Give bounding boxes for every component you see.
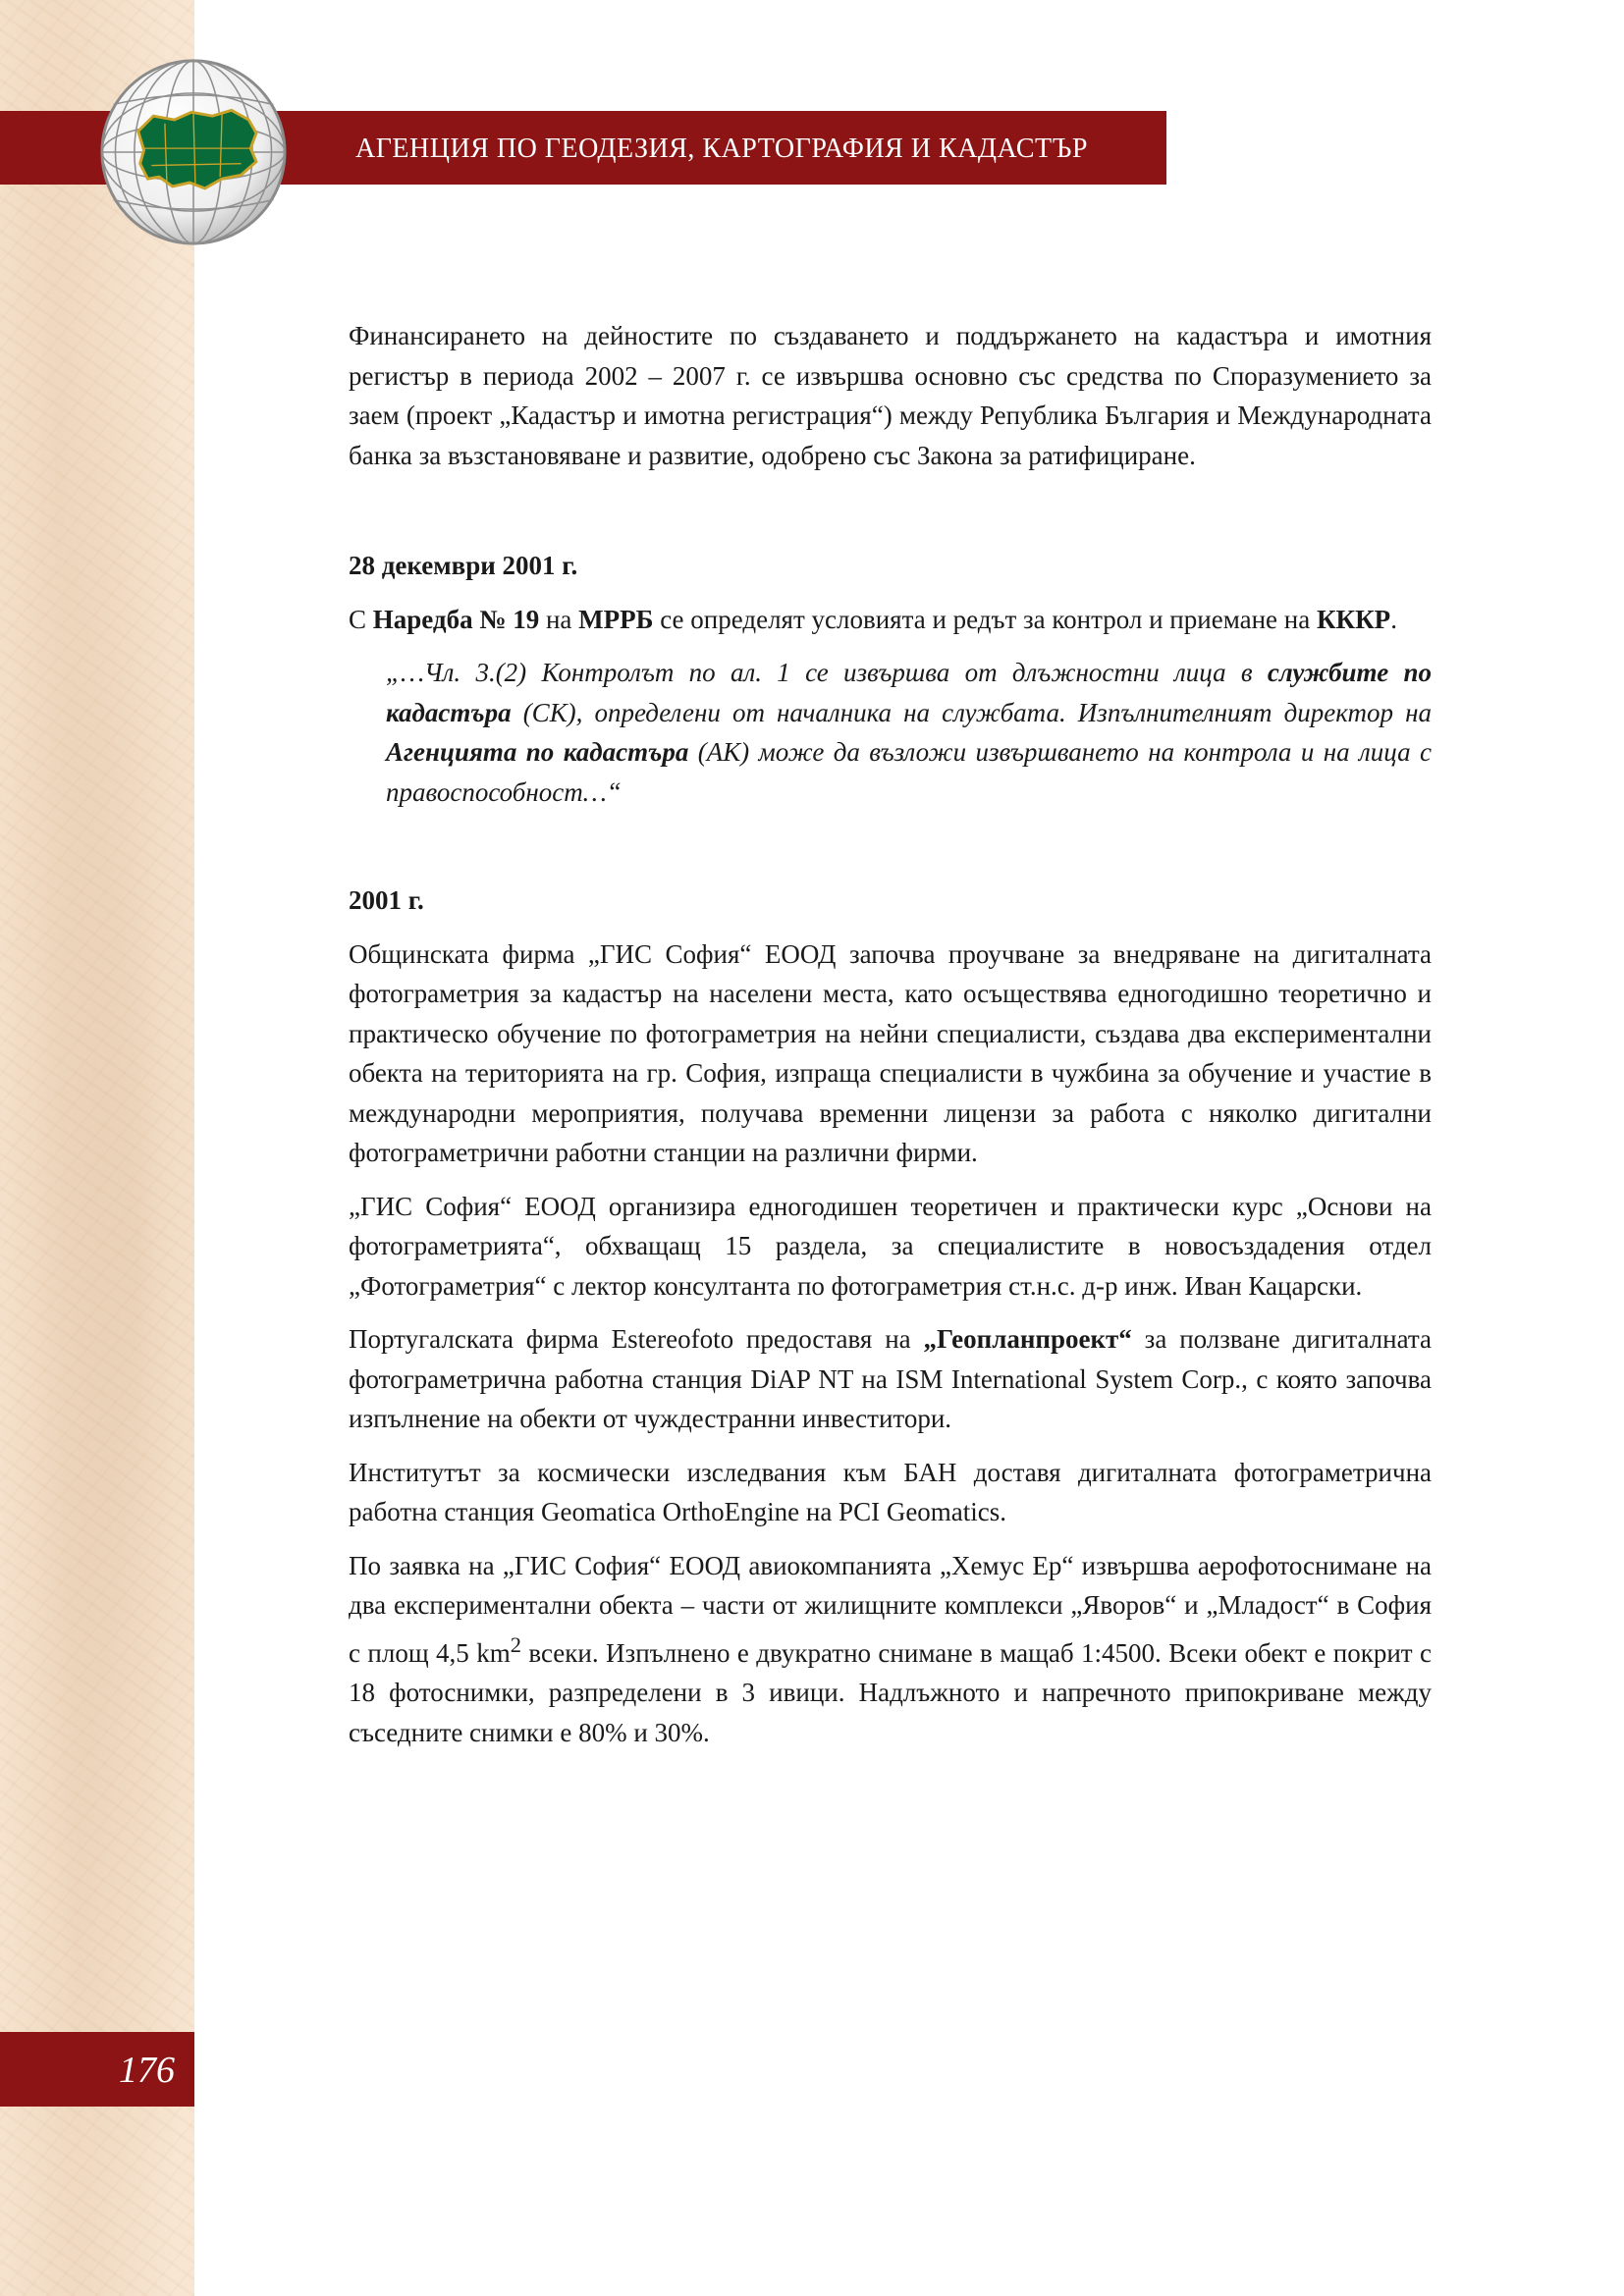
date-heading-1: 28 декември 2001 г.: [349, 551, 578, 580]
bold-run: „Геопланпроект“: [923, 1324, 1132, 1354]
paragraph-gis-sofia: Общинската фирма „ГИС София“ ЕООД започва проучване за внедряване на дигиталната фотограметрия за кадастър на населени места, като осъществява едногодишно теоретично и практическо обучение по фотограметрия на нейни специалисти, създава два експериментални обекта на територията на гр. София, изпраща специалисти в чужбина за обучение и участие в международни мероприятия, получава временни лицензи за работа с няколко дигитални фотограметрични работни станции на различни фирми.: [349, 938, 1432, 1167]
text-run: С: [349, 604, 373, 634]
globe-with-bulgaria-map-icon: [98, 57, 289, 247]
date-heading-2: 2001 г.: [349, 885, 424, 915]
paragraph-aerial-survey: [349, 1546, 1432, 1753]
page-number: 176: [119, 2050, 175, 2091]
text-run: По заявка на „ГИС София“ ЕООД авиокомпанията „Хемус Ер“ извършва аерофотоснимане на два експериментални обекта – части от жилищните комплекси „Яворов“ и „Младост“ в София с площ 4,5 km: [349, 1550, 1432, 1668]
regulation-quote: [386, 653, 1432, 812]
decorative-left-strip: [0, 0, 194, 2296]
text-run: за ползване дигиталната фотограметрична работна станция DiAP NT на ISM International System Corp., с която започва изпълнение на обекти от чуждестранни инвеститори.: [349, 1324, 1432, 1433]
text-run: (СК), определени от началника на службата. Изпълнителният директор на: [511, 697, 1432, 727]
text-run: се определят условията и редът за контрол и приемане на: [653, 604, 1317, 634]
bold-run: МРРБ: [578, 604, 654, 634]
text-run: .: [1390, 604, 1397, 634]
bold-run: Агенцията по кадастъра: [386, 737, 689, 767]
bold-run: службите по кадастъра: [386, 658, 1432, 727]
superscript: 2: [510, 1631, 521, 1657]
paragraph-financing: Финансирането на дейностите по създаването и поддържането на кадастъра и имотния регистър в периода 2002 – 2007 г. се извършва основно със средства по Споразумението за заем (проект „Кадастър и имотна регистрация“) между Република България и Международната банка за възстановяване и развитие, одобрено със Закона за ратифициране.: [349, 321, 1432, 470]
paragraph-course: „ГИС София“ ЕООД организира едногодишен теоретичен и практически курс „Основи на фотограметрията“, обхващащ 15 раздела, за специалистите в новосъздадения отдел „Фотограметрия“ с лектор консултанта по фотограметрия ст.н.с. д-р инж. Иван Кацарски.: [349, 1191, 1432, 1301]
text-run: „…Чл. 3.(2) Контролът по ал. 1 се извършва от длъжностни лица в: [386, 658, 1268, 687]
bold-run: Наредба № 19: [372, 604, 540, 634]
text-run: на: [539, 604, 579, 634]
bold-run: КККР: [1316, 604, 1391, 634]
text-run: всеки. Изпълнено е двукратно снимане в мащаб 1:4500. Всеки обект е покрит с 18 фотоснимки, разпределени в 3 ивици. Надлъжното и напречното припокриване между съседните снимки е 80% и 30%.: [349, 1637, 1433, 1747]
text-run: (АК) може да възложи извършването на контрола и на лица с правоспособност…“: [386, 737, 1432, 807]
main-content: [349, 316, 1432, 1752]
agency-title: АГЕНЦИЯ ПО ГЕОДЕЗИЯ, КАРТОГРАФИЯ И КАДАСТЪР: [355, 133, 1088, 164]
text-run: Португалската фирма Estereofoto предоставя на: [349, 1324, 924, 1354]
paragraph-estereofoto: [349, 1319, 1432, 1439]
paragraph-space-institute: Институтът за космически изследвания към БАН доставя дигиталната фотограметрична работна станция Geomatica OrthoEngine на PCI Geomatics.: [349, 1457, 1432, 1526]
paragraph-regulation: [349, 600, 1432, 640]
